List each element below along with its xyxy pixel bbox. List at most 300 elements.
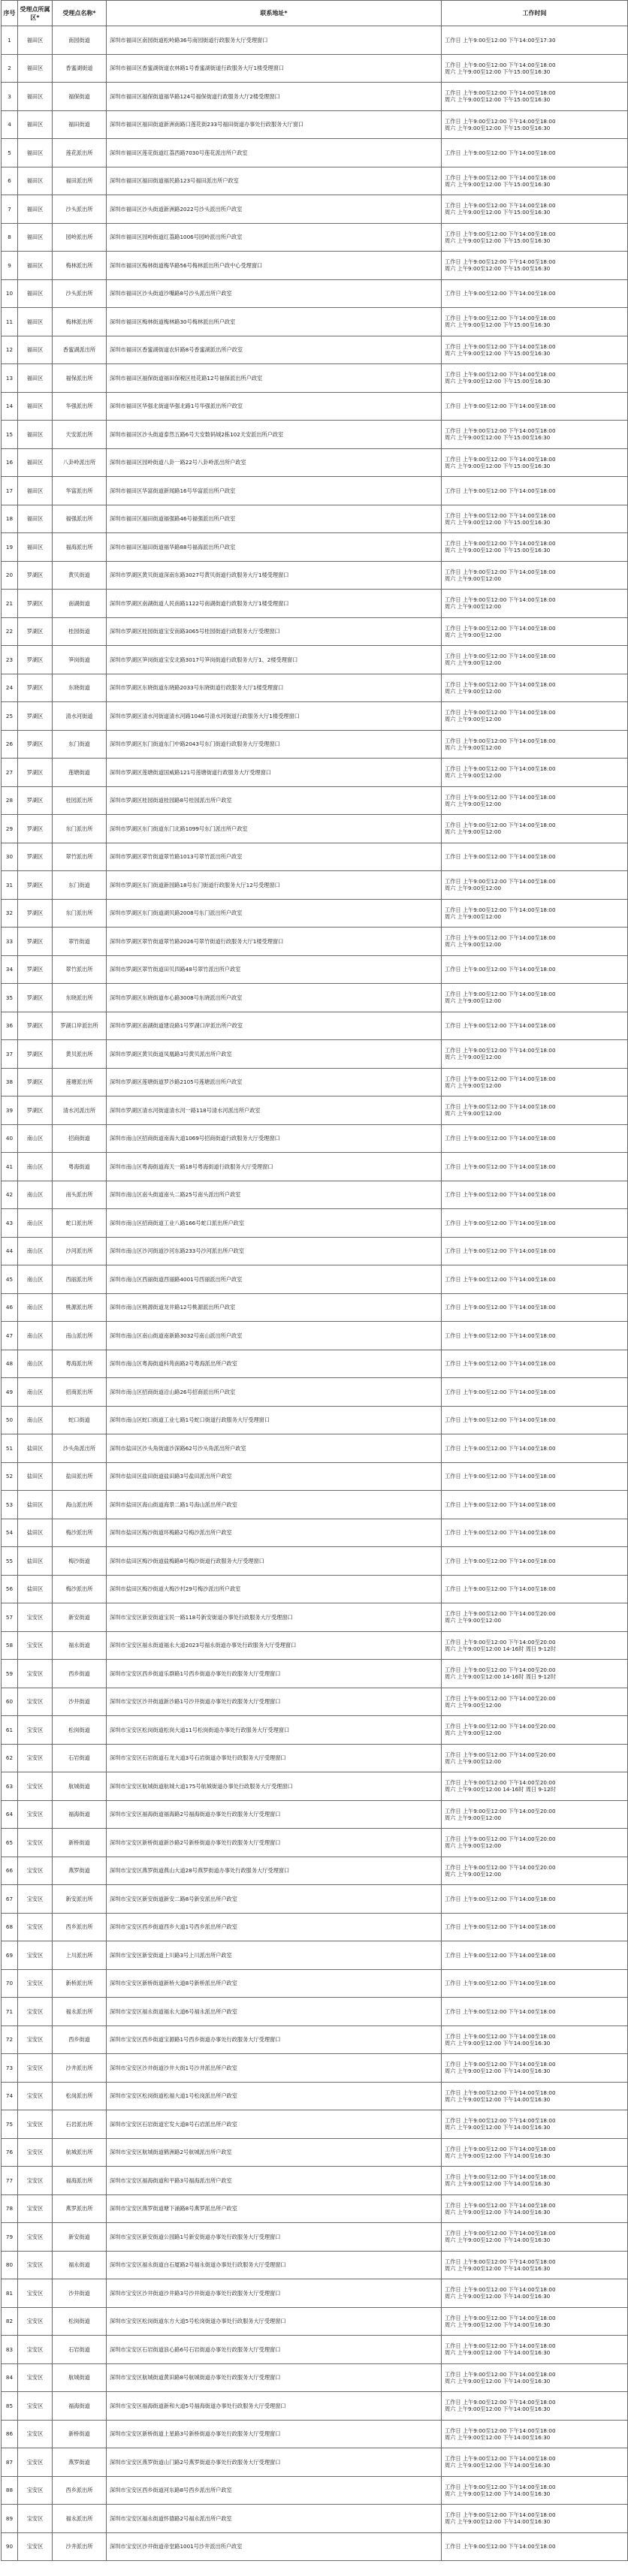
row-hours: [442, 1434, 628, 1463]
row-district: 宝安区: [18, 2138, 53, 2167]
hours-line: 工作日 上午9:00至12:00 下午14:00至18:00: [445, 1980, 556, 1987]
row-hours: [442, 1547, 628, 1576]
row-point-name: 福海派出所: [53, 2167, 107, 2195]
row-index: 47: [2, 1322, 18, 1350]
hours-line: 工作日 上午9:00至12:00 下午14:00至18:00: [445, 2201, 556, 2209]
hours-line: 周六 上午9:00至12:00: [445, 1701, 502, 1709]
header-address: 联系地址*: [107, 1, 442, 26]
row-index: 61: [2, 1716, 18, 1745]
table-row: [2, 590, 628, 618]
hours-line: 工作日 上午9:00至12:00 下午14:00至17:30: [445, 36, 556, 44]
table-row: [2, 674, 628, 702]
row-hours: [442, 1181, 628, 1209]
row-address: 深圳市宝安区沙井街道沙井大街1号沙井派出所户政室: [107, 2054, 442, 2083]
row-hours: [442, 843, 628, 871]
hours-line: 工作日 上午9:00至12:00 下午14:00至20:00: [445, 1723, 556, 1730]
row-district: 罗湖区: [18, 786, 53, 815]
row-point-name: 福海派出所: [53, 533, 107, 562]
row-district: 宝安区: [18, 2110, 53, 2139]
row-point-name: 西乡街道: [53, 1660, 107, 1688]
hours-line: 工作日 上午9:00至12:00 下午14:00至18:00: [445, 455, 556, 463]
table-row: [2, 110, 628, 139]
row-point-name: 笋岗街道: [53, 646, 107, 674]
table-row: [2, 1660, 628, 1688]
row-point-name: 新桥街道: [53, 1829, 107, 1857]
row-address: 深圳市宝安区石岩街道宏发大道8号石岩派出所户政室: [107, 2110, 442, 2139]
row-point-name: 航城街道: [53, 2363, 107, 2392]
row-district: 宝安区: [18, 2363, 53, 2392]
row-hours: [442, 1660, 628, 1688]
hours-line: 周六 上午9:00至12:00 下午14:00至16:30: [445, 2462, 551, 2469]
row-index: 30: [2, 843, 18, 871]
row-point-name: 莲花派出所: [53, 139, 107, 167]
hours-line: 周六 上午9:00至12:00: [445, 828, 502, 836]
row-hours: [442, 1857, 628, 1885]
table-row: [2, 279, 628, 308]
row-address: 深圳市福田区沙头街道新洲路2022号沙头派出所户政室: [107, 195, 442, 224]
row-point-name: 新桥街道: [53, 2420, 107, 2448]
hours-line: 工作日 上午9:00至12:00 下午14:00至18:00: [445, 2089, 556, 2096]
hours-line: 周六 上午9:00至12:00: [445, 800, 502, 807]
row-index: 48: [2, 1350, 18, 1378]
table-body: [2, 26, 628, 2561]
hours-line: 周六 上午9:00至12:00 下午15:00至16:30: [445, 518, 551, 526]
row-hours: [442, 2082, 628, 2110]
hours-line: 工作日 上午9:00至12:00 下午14:00至18:00: [445, 1895, 556, 1902]
row-hours: [442, 674, 628, 702]
row-point-name: 沙井街道: [53, 1688, 107, 1716]
row-district: 福田区: [18, 167, 53, 195]
table-row: [2, 2336, 628, 2364]
row-district: 罗湖区: [18, 702, 53, 731]
row-hours: [442, 2279, 628, 2308]
hours-line: 工作日 上午9:00至12:00 下午14:00至18:00: [445, 2258, 556, 2265]
row-address: 深圳市宝安区福海街道和平路3号福海派出所户政室: [107, 2167, 442, 2195]
row-hours: [442, 2476, 628, 2505]
hours-line: 工作日 上午9:00至12:00 下午14:00至18:00: [445, 173, 556, 181]
table-row: [2, 167, 628, 195]
hours-line: 工作日 上午9:00至12:00 下午14:00至18:00: [445, 1416, 556, 1424]
row-index: 5: [2, 139, 18, 167]
row-index: 37: [2, 1040, 18, 1069]
hours-line: 周六 上午9:00至12:00: [445, 1842, 502, 1850]
row-point-name: 盐田派出所: [53, 1462, 107, 1491]
table-row: [2, 2251, 628, 2279]
hours-line: 工作日 上午9:00至12:00 下午14:00至18:00: [445, 117, 556, 125]
row-district: 宝安区: [18, 1885, 53, 1914]
hours-line: 工作日 上午9:00至12:00 下午14:00至18:00: [445, 934, 556, 942]
row-point-name: 燕罗街道: [53, 2448, 107, 2477]
hours-line: 周六 上午9:00至12:00 下午15:00至16:30: [445, 180, 551, 188]
row-index: 65: [2, 1829, 18, 1857]
row-index: 88: [2, 2476, 18, 2505]
row-point-name: 福永派出所: [53, 2505, 107, 2533]
table-row: [2, 1406, 628, 1434]
row-address: 深圳市罗湖区黄贝街道凤凰路3号黄贝派出所户政室: [107, 1040, 442, 1069]
row-district: 宝安区: [18, 1941, 53, 1970]
hours-line: 工作日 上午9:00至12:00 下午14:00至18:00: [445, 1501, 556, 1508]
row-district: 南山区: [18, 1378, 53, 1407]
row-index: 41: [2, 1153, 18, 1181]
hours-line: 工作日 上午9:00至12:00 下午14:00至18:00: [445, 1585, 556, 1593]
hours-line: 周六 上午9:00至12:00: [445, 603, 502, 611]
row-district: 南山区: [18, 1237, 53, 1265]
hours-line: 工作日 上午9:00至12:00 下午14:00至18:00: [445, 878, 556, 885]
table-row: [2, 2307, 628, 2336]
row-point-name: 天安派出所: [53, 421, 107, 449]
row-hours: [442, 1237, 628, 1265]
row-index: 13: [2, 364, 18, 393]
row-point-name: 上川派出所: [53, 1941, 107, 1970]
row-index: 16: [2, 448, 18, 477]
row-district: 宝安区: [18, 2194, 53, 2223]
row-hours: [442, 252, 628, 280]
row-hours: [442, 1378, 628, 1407]
row-point-name: 福强派出所: [53, 505, 107, 533]
hours-line: 工作日 上午9:00至12:00 下午14:00至20:00: [445, 1835, 556, 1843]
table-row: [2, 54, 628, 83]
hours-line: 工作日 上午9:00至12:00 下午14:00至18:00: [445, 2230, 556, 2237]
row-address: 深圳市南山区招商街道南海大道1069号招商街道行政服务大厅受理窗口: [107, 1124, 442, 1153]
row-point-name: 梅沙街道: [53, 1547, 107, 1576]
row-hours: [442, 2223, 628, 2252]
hours-line: 工作日 上午9:00至12:00 下午14:00至18:00: [445, 822, 556, 829]
table-row: [2, 815, 628, 843]
header-district: 受理点所属区*: [18, 1, 53, 26]
table-row: [2, 1434, 628, 1463]
hours-line: 工作日 上午9:00至12:00 下午14:00至20:00: [445, 1751, 556, 1758]
row-hours: [442, 1265, 628, 1294]
row-hours: [442, 1575, 628, 1603]
row-point-name: 沙头派出所: [53, 279, 107, 308]
table-header: [2, 1, 628, 26]
row-point-name: 粤海派出所: [53, 1350, 107, 1378]
row-hours: [442, 2307, 628, 2336]
row-address: 深圳市南山区粤海街道海天一路18号粤海街道行政服务大厅受理窗口: [107, 1153, 442, 1181]
row-hours: [442, 2054, 628, 2083]
hours-line: 工作日 上午9:00至12:00 下午14:00至20:00: [445, 1610, 556, 1618]
row-district: 宝安区: [18, 2476, 53, 2505]
row-district: 罗湖区: [18, 1068, 53, 1096]
row-district: 南山区: [18, 1350, 53, 1378]
hours-line: 工作日 上午9:00至12:00 下午14:00至18:00: [445, 1047, 556, 1054]
row-point-name: 沙头角派出所: [53, 1434, 107, 1463]
table-row: [2, 1829, 628, 1857]
row-point-name: 清水河街道: [53, 702, 107, 731]
row-hours: [442, 2138, 628, 2167]
table-row: [2, 1998, 628, 2026]
hours-line: 工作日 上午9:00至12:00 下午14:00至18:00: [445, 1191, 556, 1199]
table-row: [2, 1575, 628, 1603]
hours-line: 工作日 上午9:00至12:00 下午14:00至18:00: [445, 680, 556, 688]
row-point-name: 福田街道: [53, 110, 107, 139]
row-point-name: 梅沙派出所: [53, 1575, 107, 1603]
row-point-name: 莲塘派出所: [53, 1068, 107, 1096]
row-address: 深圳市罗湖区翠竹街道田贝四路48号翠竹派出所户政室: [107, 955, 442, 984]
row-hours: [442, 1716, 628, 1745]
hours-line: 周六 上午9:00至12:00 下午14:00至16:30: [445, 2433, 551, 2441]
row-hours: [442, 1998, 628, 2026]
row-address: 深圳市宝安区福永街道福永大道6号福永派出所户政室: [107, 1998, 442, 2026]
table-row: [2, 1322, 628, 1350]
hours-line: 工作日 上午9:00至12:00 下午14:00至18:00: [445, 2173, 556, 2181]
row-address: 深圳市福田区梅林街道梅华路56号梅林派出所户政中心受理窗口: [107, 252, 442, 280]
row-district: 福田区: [18, 308, 53, 336]
hours-line: 工作日 上午9:00至12:00 下午14:00至18:00: [445, 737, 556, 744]
row-hours: [442, 1124, 628, 1153]
row-point-name: 西乡街道: [53, 2026, 107, 2054]
hours-line: 周六 上午9:00至12:00: [445, 716, 502, 723]
hours-line: 周六 上午9:00至12:00 下午15:00至16:30: [445, 96, 551, 104]
table-row: [2, 223, 628, 252]
table-row: [2, 561, 628, 590]
row-hours: [442, 1406, 628, 1434]
row-index: 26: [2, 730, 18, 759]
row-point-name: 东门街道: [53, 730, 107, 759]
row-district: 宝安区: [18, 2054, 53, 2083]
hours-line: 周六 上午9:00至12:00: [445, 941, 502, 949]
row-point-name: 蛇口派出所: [53, 1209, 107, 1238]
row-address: 深圳市宝安区石岩街道浪心路6号石岩街道办事处行政服务大厅受理窗口: [107, 2336, 442, 2364]
hours-line: 工作日 上午9:00至12:00 下午14:00至18:00: [445, 2342, 556, 2350]
row-point-name: 东门派出所: [53, 899, 107, 928]
row-address: 深圳市罗湖区莲塘街道国威路121号莲塘街道行政服务大厅受理窗口: [107, 759, 442, 787]
header-point-name: 受理点名称*: [53, 1, 107, 26]
row-point-name: 石岩街道: [53, 2336, 107, 2364]
row-district: 盐田区: [18, 1491, 53, 1519]
row-point-name: 招商街道: [53, 1124, 107, 1153]
table-row: [2, 392, 628, 421]
table-row: [2, 899, 628, 928]
hours-line: 工作日 上午9:00至12:00 下午14:00至18:00: [445, 624, 556, 632]
table-row: [2, 308, 628, 336]
hours-line: 工作日 上午9:00至12:00 下午14:00至18:00: [445, 1163, 556, 1170]
row-index: 83: [2, 2336, 18, 2364]
row-district: 南山区: [18, 1153, 53, 1181]
row-hours: [442, 1462, 628, 1491]
row-address: 深圳市宝安区燕罗街道塘下涌路8号燕罗派出所户政室: [107, 2194, 442, 2223]
row-index: 2: [2, 54, 18, 83]
row-address: 深圳市宝安区沙井街道沙井路3号沙井街道办事处行政服务大厅受理窗口: [107, 2279, 442, 2308]
row-point-name: 东晓派出所: [53, 984, 107, 1012]
row-point-name: 燕罗街道: [53, 1857, 107, 1885]
row-point-name: 西丽派出所: [53, 1265, 107, 1294]
row-address: 深圳市罗湖区翠竹街道翠竹路2026号翠竹街道行政服务大厅1楼受理窗口: [107, 928, 442, 956]
row-address: 深圳市南山区南山街道南新路3032号南山派出所户政室: [107, 1322, 442, 1350]
row-address: 深圳市福田区华强北街道华强北路1号华强派出所户政室: [107, 392, 442, 421]
row-index: 89: [2, 2505, 18, 2533]
row-district: 罗湖区: [18, 955, 53, 984]
row-index: 11: [2, 308, 18, 336]
hours-line: 工作日 上午9:00至12:00 下午14:00至20:00: [445, 1807, 556, 1814]
row-point-name: 梅林派出所: [53, 252, 107, 280]
row-hours: [442, 505, 628, 533]
row-point-name: 梅沙派出所: [53, 1519, 107, 1547]
table-row: [2, 336, 628, 364]
hours-line: 周六 上午9:00至12:00 下午14:00至16:30: [445, 2039, 551, 2047]
hours-line: 工作日 上午9:00至12:00 下午14:00至18:00: [445, 2543, 556, 2550]
row-index: 3: [2, 83, 18, 111]
row-index: 31: [2, 871, 18, 900]
row-address: 深圳市宝安区松岗街道松岗大道11号松岗街道办事处行政服务大厅受理窗口: [107, 1716, 442, 1745]
row-index: 82: [2, 2307, 18, 2336]
row-hours: [442, 2363, 628, 2392]
hours-line: 周六 上午9:00至12:00 下午14:00至16:30: [445, 2237, 551, 2244]
table-row: [2, 730, 628, 759]
row-district: 福田区: [18, 83, 53, 111]
row-point-name: 福海街道: [53, 2392, 107, 2421]
table-row: [2, 195, 628, 224]
row-hours: [442, 1350, 628, 1378]
hours-line: 周六 上午9:00至12:00: [445, 885, 502, 892]
hours-line: 工作日 上午9:00至12:00 下午14:00至18:00: [445, 1388, 556, 1395]
table-row: [2, 1857, 628, 1885]
row-district: 福田区: [18, 279, 53, 308]
row-point-name: 新安街道: [53, 1603, 107, 1632]
row-address: 深圳市宝安区燕罗街道燕山大道28号燕罗街道办事处行政服务大厅受理窗口: [107, 1857, 442, 1885]
row-hours: [442, 195, 628, 224]
hours-line: 周六 上午9:00至12:00 下午14:00至16:30: [445, 2068, 551, 2075]
row-index: 23: [2, 646, 18, 674]
row-point-name: 福永街道: [53, 1631, 107, 1660]
header-row: [2, 1, 628, 26]
hours-line: 周六 上午9:00至12:00 下午14:00至16:30: [445, 2490, 551, 2497]
row-hours: [442, 730, 628, 759]
row-address: 深圳市罗湖区桂园街道宝安南路3065号桂园街道行政服务大厅受理窗口: [107, 617, 442, 646]
row-address: 深圳市福田区福田街道新洲南路口莲花街233号福田街道办事处行政服务大厅窗口: [107, 110, 442, 139]
hours-line: 工作日 上午9:00至12:00 下午14:00至20:00: [445, 1694, 556, 1702]
row-index: 20: [2, 561, 18, 590]
hours-line: 周六 上午9:00至12:00: [445, 1757, 502, 1765]
hours-line: 周六 上午9:00至12:00: [445, 772, 502, 780]
row-index: 42: [2, 1181, 18, 1209]
row-address: 深圳市福田区香蜜湖街道农轩路8号香蜜湖派出所户政室: [107, 336, 442, 364]
hours-line: 工作日 上午9:00至12:00 下午14:00至20:00: [445, 1863, 556, 1871]
row-index: 14: [2, 392, 18, 421]
row-address: 深圳市福田区福田街道福强路46号福强派出所户政室: [107, 505, 442, 533]
row-district: 罗湖区: [18, 1012, 53, 1040]
row-district: 宝安区: [18, 2307, 53, 2336]
row-district: 福田区: [18, 54, 53, 83]
row-point-name: 福永派出所: [53, 1998, 107, 2026]
table-row: [2, 1744, 628, 1772]
hours-line: 工作日 上午9:00至12:00 下午14:00至20:00: [445, 1779, 556, 1787]
table-row: [2, 1491, 628, 1519]
hours-line: 工作日 上午9:00至12:00 下午14:00至18:00: [445, 596, 556, 604]
table-row: [2, 2223, 628, 2252]
row-address: 深圳市宝安区福永街道怀德路2号福永派出所户政室: [107, 2505, 442, 2533]
hours-line: 周六 上午9:00至12:00 下午14:00至16:30: [445, 2518, 551, 2526]
row-address: 深圳市宝安区福永街道福永大道2023号福永街道办事处行政服务大厅受理窗口: [107, 1631, 442, 1660]
row-address: 深圳市罗湖区东门街道新园路18号东门街道行政服务大厅12号受理窗口: [107, 871, 442, 900]
row-hours: [442, 1209, 628, 1238]
hours-line: 周六 上午9:00至12:00 下午15:00至16:30: [445, 68, 551, 75]
row-address: 深圳市福田区园岭街道八卦一路22号八卦岭派出所户政室: [107, 448, 442, 477]
hours-line: 工作日 上午9:00至12:00 下午14:00至18:00: [445, 89, 556, 97]
row-index: 27: [2, 759, 18, 787]
hours-line: 工作日 上午9:00至12:00 下午14:00至18:00: [445, 2483, 556, 2490]
row-point-name: 南山派出所: [53, 1322, 107, 1350]
table-row: [2, 364, 628, 393]
hours-line: 工作日 上午9:00至12:00 下午14:00至18:00: [445, 371, 556, 379]
hours-line: 工作日 上午9:00至12:00 下午14:00至18:00: [445, 2314, 556, 2321]
row-index: 69: [2, 1941, 18, 1970]
row-address: 深圳市宝安区新桥街道新沙路2号新桥街道办事处行政服务大厅受理窗口: [107, 1829, 442, 1857]
hours-line: 周六 上午9:00至12:00 下午14:00至16:30: [445, 2124, 551, 2131]
hours-line: 周六 上午9:00至12:00 下午15:00至16:30: [445, 124, 551, 131]
row-point-name: 华富派出所: [53, 477, 107, 505]
table-row: [2, 1096, 628, 1125]
row-hours: [442, 533, 628, 562]
row-point-name: 东门派出所: [53, 815, 107, 843]
row-address: 深圳市福田区沙头街道泰然五路6号天安数码城2栋102天安派出所户政室: [107, 421, 442, 449]
table-row: [2, 2505, 628, 2533]
hours-line: 周六 上午9:00至12:00 14-16时 周日 9-12时: [445, 1645, 556, 1652]
table-row: [2, 83, 628, 111]
hours-line: 工作日 上午9:00至12:00 下午14:00至18:00: [445, 1275, 556, 1283]
row-point-name: 石岩派出所: [53, 2110, 107, 2139]
row-district: 盐田区: [18, 1462, 53, 1491]
table-row: [2, 702, 628, 731]
row-district: 宝安区: [18, 1688, 53, 1716]
row-hours: [442, 1519, 628, 1547]
row-district: 宝安区: [18, 2532, 53, 2561]
row-index: 80: [2, 2251, 18, 2279]
row-index: 72: [2, 2026, 18, 2054]
row-index: 52: [2, 1462, 18, 1491]
row-index: 51: [2, 1434, 18, 1463]
table-row: [2, 2194, 628, 2223]
row-hours: [442, 1603, 628, 1632]
hours-line: 周六 上午9:00至12:00: [445, 1054, 502, 1061]
row-hours: [442, 279, 628, 308]
row-district: 盐田区: [18, 1434, 53, 1463]
row-index: 84: [2, 2363, 18, 2392]
row-address: 深圳市罗湖区莲塘街道罗沙路2105号莲塘派出所户政室: [107, 1068, 442, 1096]
row-index: 66: [2, 1857, 18, 1885]
row-hours: [442, 448, 628, 477]
row-district: 罗湖区: [18, 1040, 53, 1069]
row-point-name: 新桥派出所: [53, 1969, 107, 1998]
row-point-name: 南湖街道: [53, 590, 107, 618]
row-address: 深圳市福田区沙头街道沙嘴路8号沙头派出所户政室: [107, 279, 442, 308]
row-district: 宝安区: [18, 1829, 53, 1857]
table-row: [2, 2082, 628, 2110]
row-address: 深圳市宝安区福海街道新和大道5号福海街道办事处行政服务大厅受理窗口: [107, 2392, 442, 2421]
row-hours: [442, 1040, 628, 1069]
row-district: 盐田区: [18, 1519, 53, 1547]
row-address: 深圳市南山区南头街道南头二路25号南头派出所户政室: [107, 1181, 442, 1209]
row-point-name: 西乡派出所: [53, 2476, 107, 2505]
hours-line: 工作日 上午9:00至12:00 下午14:00至18:00: [445, 1473, 556, 1480]
row-point-name: 黄贝街道: [53, 561, 107, 590]
row-address: 深圳市罗湖区清水河街道清水河路1046号清水河街道行政服务大厅1楼受理窗口: [107, 702, 442, 731]
table-row: [2, 1068, 628, 1096]
row-address: 深圳市宝安区新安街道新安二路8号新安派出所户政室: [107, 1885, 442, 1914]
hours-line: 周六 上午9:00至12:00 下午14:00至16:30: [445, 2180, 551, 2188]
row-point-name: 航城街道: [53, 1772, 107, 1801]
row-hours: [442, 308, 628, 336]
row-point-name: 福田派出所: [53, 167, 107, 195]
row-address: 深圳市宝安区石岩街道石龙大道3号石岩街道办事处行政服务大厅受理窗口: [107, 1744, 442, 1772]
row-hours: [442, 2167, 628, 2195]
row-hours: [442, 392, 628, 421]
row-index: 36: [2, 1012, 18, 1040]
row-point-name: 园岭派出所: [53, 223, 107, 252]
row-address: 深圳市宝安区沙井街道新沙路1号沙井街道办事处行政服务大厅受理窗口: [107, 1688, 442, 1716]
hours-line: 周六 上午9:00至12:00: [445, 1617, 502, 1624]
row-address: 深圳市福田区园岭街道红荔路1006号园岭派出所户政室: [107, 223, 442, 252]
